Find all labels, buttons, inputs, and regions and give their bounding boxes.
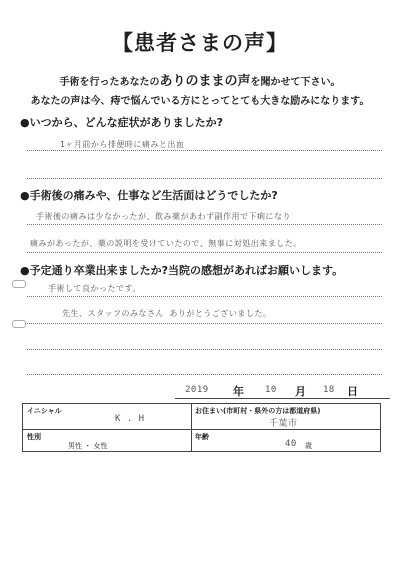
table-divider xyxy=(23,429,380,430)
question-2-answer-1: 手術後の痛みは少なかったが、飲み薬があわず副作用で下痢になり xyxy=(36,212,291,221)
gender-label: 性別 xyxy=(27,433,41,441)
address-label: お住まい(市町村・県外の方は都道府県) xyxy=(195,407,321,415)
info-table xyxy=(22,403,381,452)
question-3-answer-2: 先生、スタッフのみなさん ありがとうございました。 xyxy=(62,309,272,318)
date-year: 2019 xyxy=(185,385,209,395)
answer-rule xyxy=(27,150,382,151)
date-day-unit: 日 xyxy=(347,385,358,398)
date-day: 18 xyxy=(323,385,335,395)
gender-options: 男性 ・ 女性 xyxy=(68,442,108,450)
question-1-label: ●いつから、どんな症状がありましたか? xyxy=(20,116,223,129)
age-unit: 歳 xyxy=(305,442,312,450)
intro-line-1-post: を聞かせて下さい。 xyxy=(250,77,341,88)
table-divider xyxy=(191,404,192,451)
binder-hole xyxy=(12,280,26,288)
age-value: 40 xyxy=(285,439,297,449)
answer-rule xyxy=(27,349,382,350)
answer-rule xyxy=(27,374,382,375)
answer-rule xyxy=(27,178,382,179)
intro-line-2: あなたの声は今、痔で悩んでいる方にとってとても大きな励みになります。 xyxy=(30,96,370,107)
address-value: 千葉市 xyxy=(269,419,298,429)
date-month: 10 xyxy=(265,385,277,395)
question-1-answer-1: 1ヶ月前から排便時に痛みと出血 xyxy=(60,140,185,149)
question-3-label: ●予定通り卒業出来ましたか?当院の感想があればお願いします。 xyxy=(20,264,344,277)
initials-value: K . H xyxy=(115,414,145,424)
answer-rule xyxy=(27,252,382,253)
answer-rule xyxy=(27,323,382,324)
question-3-answer-1: 手術して良かったです。 xyxy=(48,284,141,293)
intro-line-1-pre: 手術を行ったあなたの xyxy=(59,77,160,88)
age-label: 年齢 xyxy=(195,433,209,441)
question-2-answer-2: 痛みがあったが、薬の説明を受けていたので、無事に対処出来ました。 xyxy=(30,239,302,248)
page-title: 【患者さまの声】 xyxy=(112,31,288,55)
initials-label: イニシャル xyxy=(27,407,62,415)
question-2-label: ●手術後の痛みや、仕事など生活面はどうでしたか? xyxy=(20,189,278,202)
binder-hole xyxy=(12,320,26,328)
intro-line-1-emphasis: ありのままの声 xyxy=(159,74,251,89)
date-month-unit: 月 xyxy=(295,385,306,398)
date-underline xyxy=(175,398,390,399)
date-line xyxy=(175,383,390,399)
date-year-unit: 年 xyxy=(233,385,244,398)
answer-rule xyxy=(27,296,382,297)
intro-line-1 xyxy=(0,70,400,89)
answer-rule xyxy=(27,224,382,225)
